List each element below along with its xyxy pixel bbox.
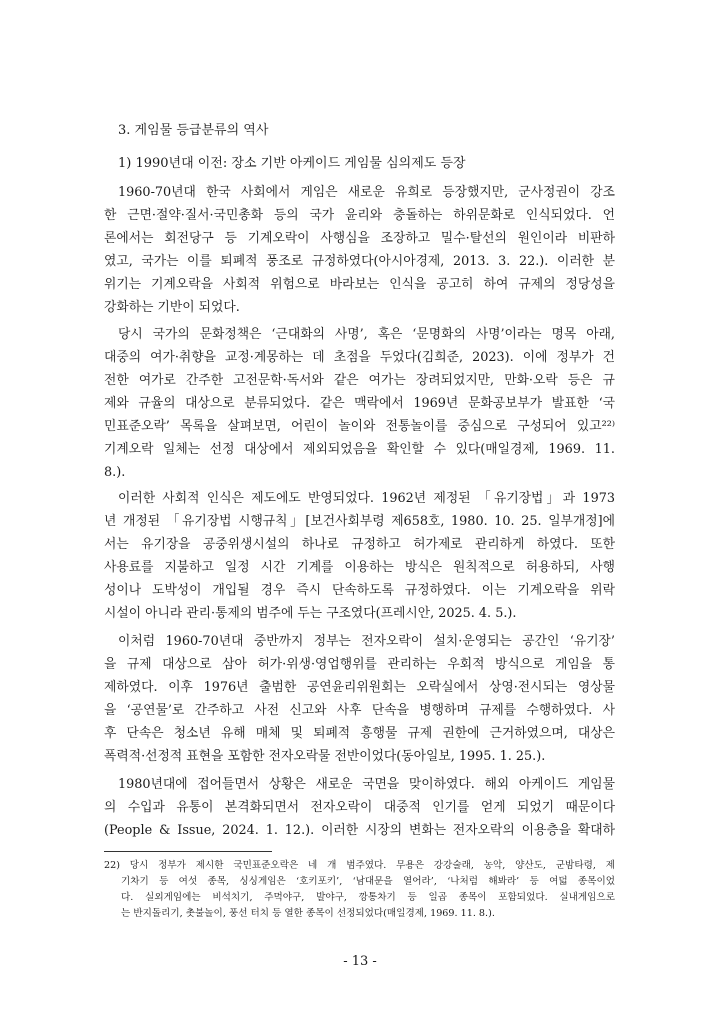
text-line: 을 ‘공연물’로 간주하고 사전 신고와 사후 단속을 병행하며 규제를 수행하였다. 사 — [104, 703, 615, 718]
footnote-divider — [104, 851, 272, 852]
text-line: 년 개정된 「유기장법 시행규칙」[보건사회부령 제658호, 1980. 10. 25. 일부개정]에 — [104, 514, 615, 529]
footnote-line: 는 반지돌리기, 촛불놀이, 풍선 터치 등 열한 종목이 선정되었다(매일경제, 1969. 11. 8.). — [121, 908, 495, 919]
text-line: 을 규제 대상으로 삼아 허가·위생·영업행위를 관리하는 우회적 방식으로 게임을 통 — [104, 657, 615, 672]
footnote — [104, 858, 615, 922]
paragraph — [104, 630, 615, 768]
paragraph — [104, 181, 615, 319]
footnote-line: 다. 실외게임에는 비석치기, 주먹야구, 발야구, 깡통차기 등 일곱 종목이 포함되었다. 실내게임으로 — [121, 892, 615, 903]
text-line: 이처럼 1960-70년대 중반까지 정부는 전자오락이 설치·운영되는 공간인 ‘유기장’ — [118, 634, 615, 649]
text-line: 이러한 사회적 인식은 제도에도 반영되었다. 1962년 제정된 「유기장법」과 1973 — [118, 491, 615, 506]
text-line: 강화하는 기반이 되었다. — [104, 300, 240, 315]
text-line: 한 근면·절약·질서·국민총화 등의 국가 윤리와 충돌하는 하위문화로 인식되었다. 언 — [104, 208, 615, 223]
text-line: 8.). — [104, 465, 126, 480]
subsection-heading: 1) 1990년대 이전: 장소 기반 아케이드 게임물 심의제도 등장 — [118, 156, 466, 171]
text-line: 전한 여가로 간주한 고전문학·독서와 같은 여가는 장려되었지만, 만화·오락 등은 규 — [104, 373, 615, 388]
text-line: 의 수입과 유통이 본격화되면서 전자오락이 대중적 인기를 얻게 되었기 때문이다 — [104, 800, 615, 815]
text-line: 성이나 도박성이 개입될 경우 즉시 단속하도록 규정하였다. 이는 기계오락을 위락 — [104, 583, 615, 598]
text-line: 1960-70년대 한국 사회에서 게임은 새로운 유희로 등장했지만, 군사정권이 강조 — [118, 185, 615, 200]
text-line: 제와 규율의 대상으로 분류되었다. 같은 맥락에서 1969년 문화공보부가 발표한 ‘국 — [104, 396, 615, 411]
text-line: 사용료를 지불하고 일정 시간 기계를 이용하는 방식은 원칙적으로 허용하되, 사행 — [104, 560, 615, 575]
text-line: 론에서는 회전당구 등 기계오락이 사행심을 조장하고 밀수·탈선의 원인이라 비판하 — [104, 231, 615, 246]
paragraph — [104, 773, 615, 842]
paragraph — [104, 323, 615, 484]
footnote-line: 기차기 등 여섯 종목, 싱싱게임은 ‘호키포키’, ‘남대문을 열어라’, ‘나처럼 해봐라’ 등 여덟 종목이었 — [121, 876, 615, 887]
text-line: 위기는 기계오락을 사회적 위험으로 바라보는 인식을 공고히 하여 규제의 정당성을 — [104, 277, 615, 292]
paragraph — [104, 487, 615, 625]
text-line: 폭력적·선정적 표현을 포함한 전자오락물 전반이었다(동아일보, 1995. 1. 25.). — [104, 749, 546, 764]
text-line: 였고, 국가는 이를 퇴폐적 풍조로 규정하였다(아시아경제, 2013. 3. 22.). 이러한 분 — [104, 254, 615, 269]
text-line: 1980년대에 접어들면서 상황은 새로운 국면을 맞이하였다. 해외 아케이드 게임물 — [118, 777, 615, 792]
text-line: 서는 유기장을 공중위생시설의 하나로 규정하고 허가제로 관리하게 하였다. 또한 — [104, 537, 615, 552]
text-line: 민표준오락’ 목록을 살펴보면, 어린이 놀이와 전통놀이를 중심으로 구성되어 있고²²⁾ — [104, 419, 615, 434]
text-line: 대중의 여가·취향을 교정·계몽하는 데 초점을 두었다(김희준, 2023). 이에 정부가 건 — [104, 350, 615, 365]
text-line: 후 단속은 청소년 유해 매체 및 퇴폐적 흥행물 규제 권한에 근거하였으며, 대상은 — [104, 726, 615, 741]
text-line: 기계오락 일체는 선정 대상에서 제외되었음을 확인할 수 있다(매일경제, 1969. 11. — [104, 442, 615, 457]
footnote-line: 22) 당시 정부가 제시한 국민표준오락은 네 개 범주였다. 무용은 강강술래, 농악, 양산도, 군밤타령, 제 — [104, 860, 615, 871]
text-line: 제하였다. 이후 1976년 출범한 공연윤리위원회는 오락실에서 상영·전시되는 영상물 — [104, 680, 615, 695]
text-line: 시설이 아니라 관리·통제의 범주에 두는 구조였다(프레시안, 2025. 4. 5.). — [104, 606, 517, 621]
section-heading: 3. 게임물 등급분류의 역사 — [118, 123, 269, 138]
text-line: (People & Issue, 2024. 1. 12.). 이러한 시장의 변화는 전자오락의 이용층을 확대하 — [104, 823, 615, 838]
page-number: - 13 - — [343, 954, 377, 969]
text-line: 당시 국가의 문화정책은 ‘근대화의 사명’, 혹은 ‘문명화의 사명’이라는 명목 아래, — [118, 327, 615, 342]
